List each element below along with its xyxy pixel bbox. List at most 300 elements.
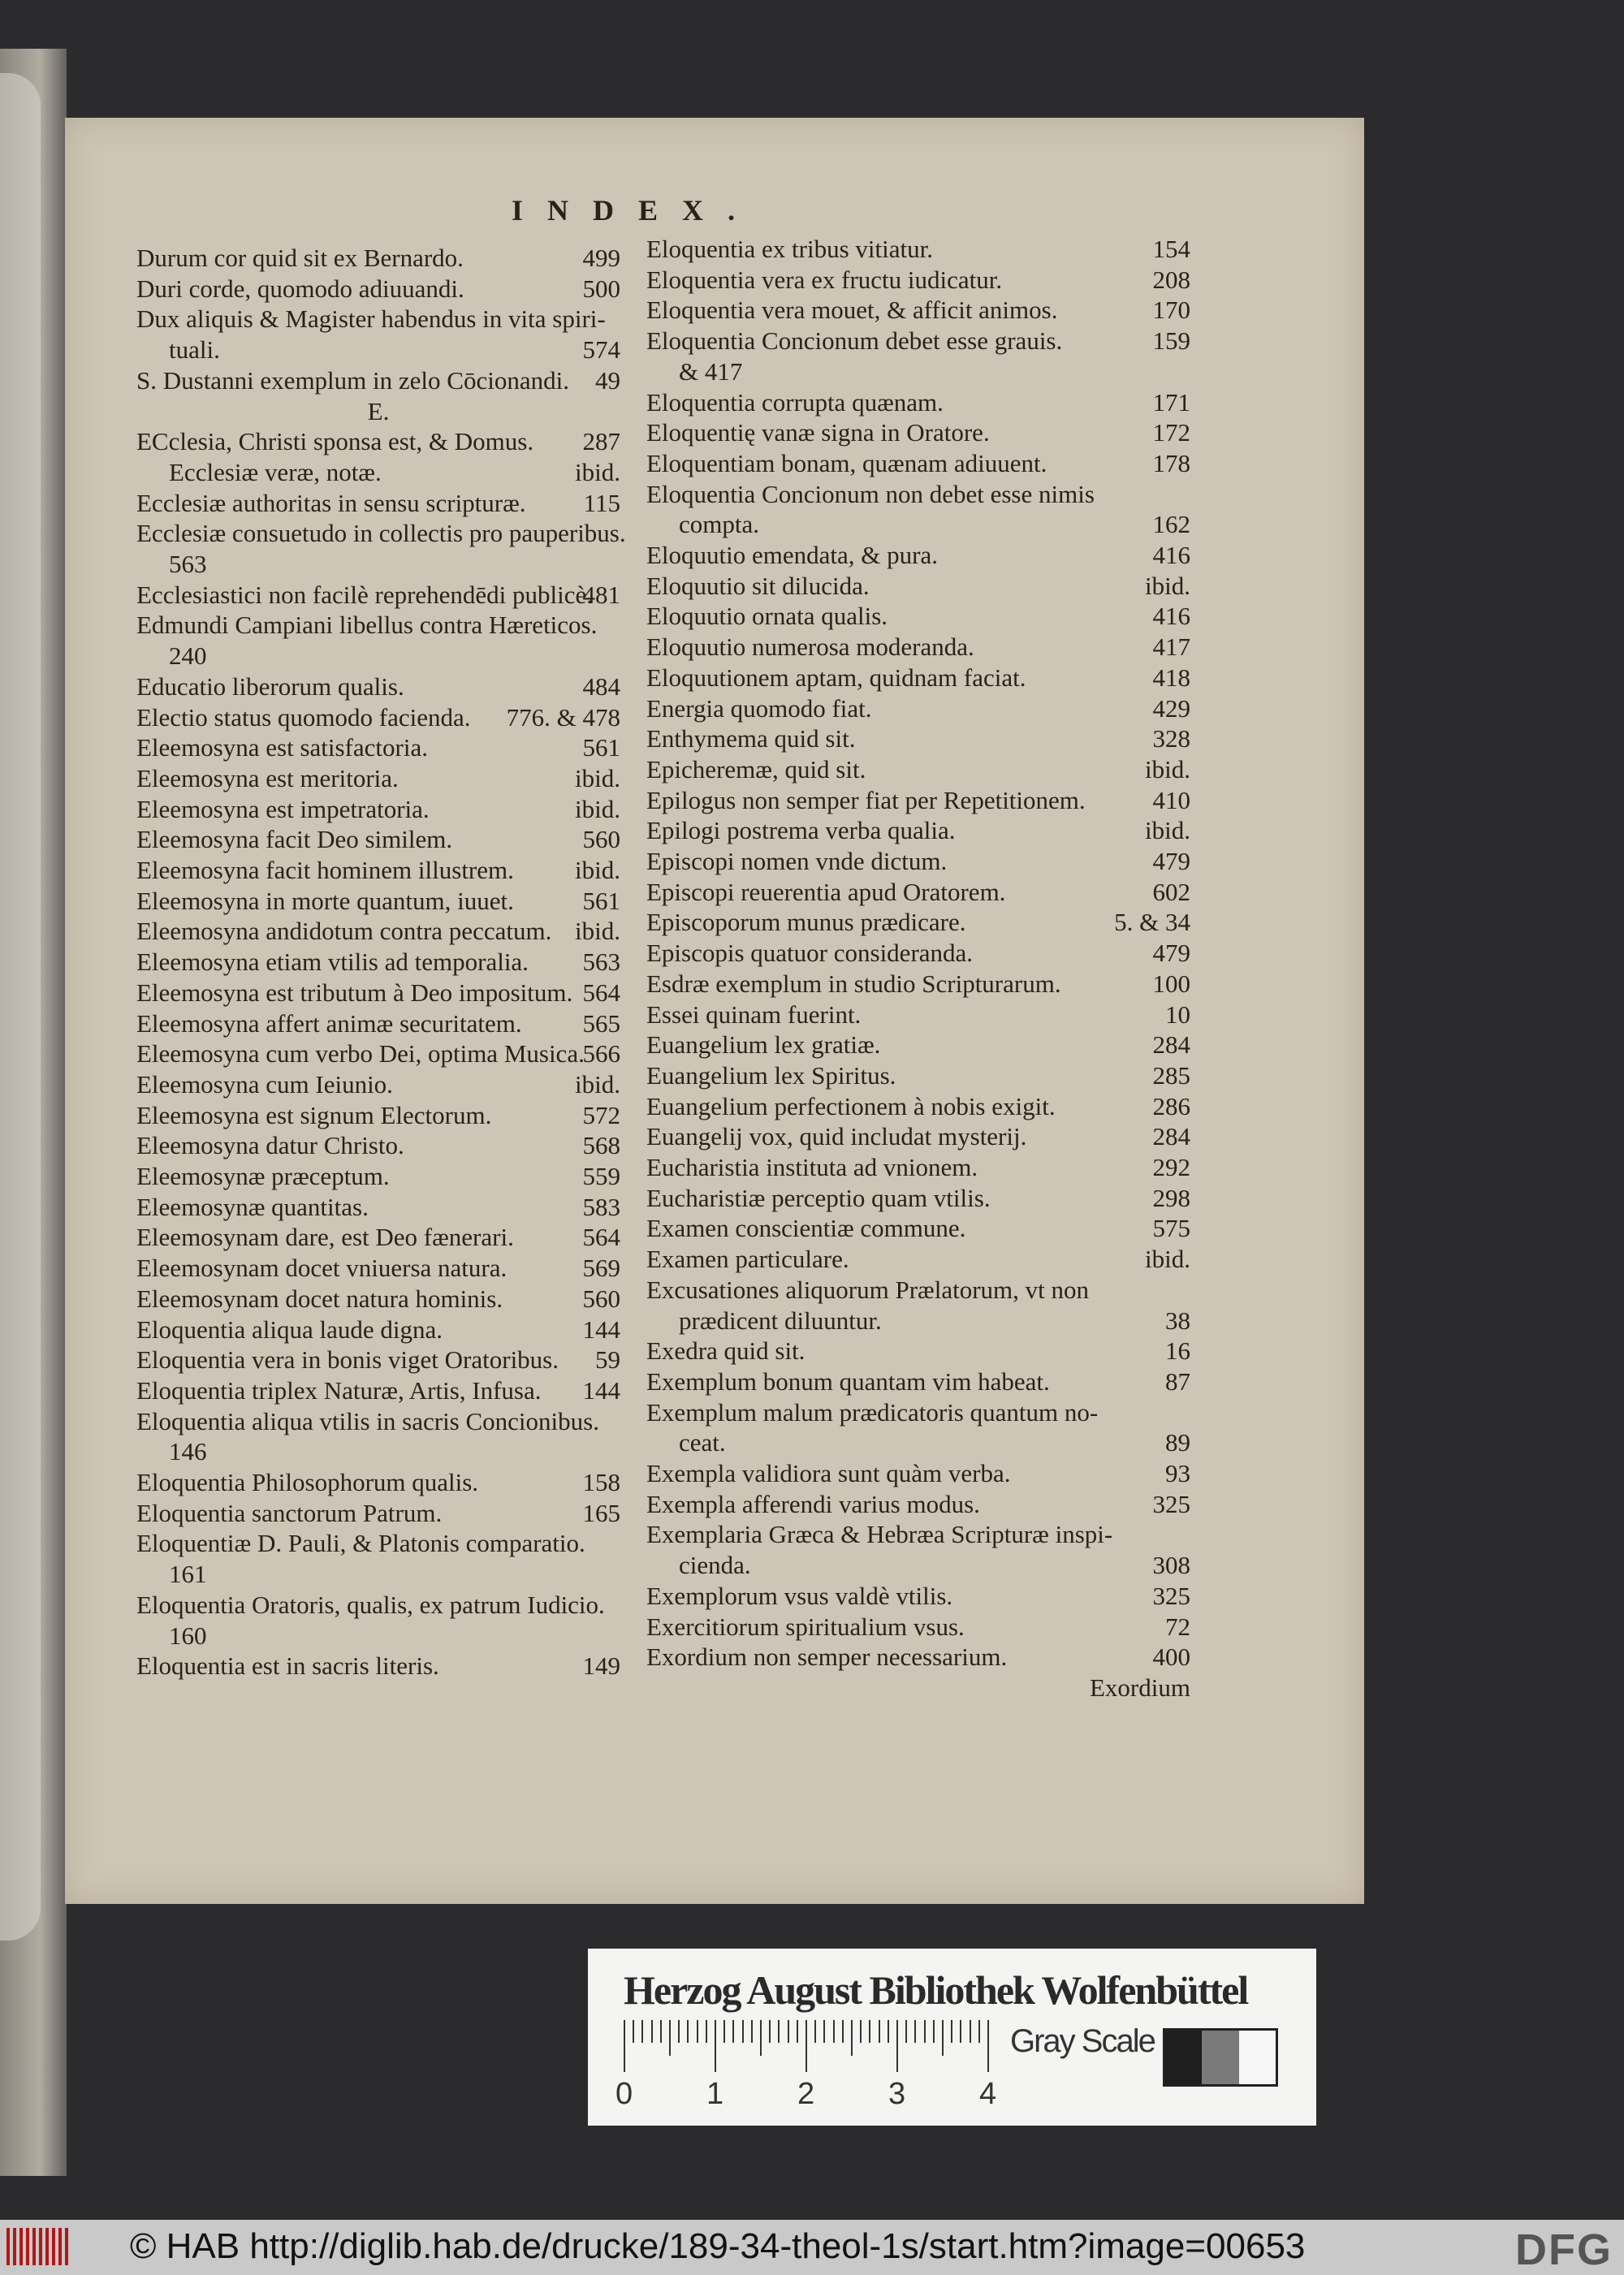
entry-page: 561 (582, 733, 620, 762)
index-entry (136, 274, 620, 304)
ruler-tick (879, 2020, 880, 2043)
entry-page: 429 (1152, 693, 1190, 723)
entry-text: compta. (679, 510, 759, 539)
ruler-tick (660, 2020, 662, 2043)
ruler-tick (851, 2020, 853, 2056)
entry-page: 559 (582, 1162, 620, 1190)
index-column-left (136, 243, 626, 1688)
entry-page: ibid. (575, 856, 620, 884)
index-entry (136, 1100, 620, 1131)
ruler-tick (778, 2020, 780, 2043)
index-entry (646, 540, 1190, 571)
entry-text: Eloquentia corrupta quænam. (646, 387, 944, 417)
entry-page: 417 (1152, 632, 1190, 662)
entry-page: 115 (583, 488, 620, 517)
entry-text: Eleemosyna cum verbo Dei, optima Musica. (136, 1039, 585, 1068)
ruler-tick (715, 2020, 716, 2072)
entry-page: 89 (1165, 1428, 1190, 1457)
dfg-logo: DFG (1515, 2225, 1613, 2274)
entry-text: Essei quinam fuerint. (646, 999, 862, 1029)
index-entry (136, 1406, 620, 1437)
entry-text: Eloquutio numerosa moderanda. (646, 632, 974, 662)
index-entry (136, 1559, 620, 1590)
entry-page: 568 (582, 1131, 620, 1160)
entry-text: Eloquutionem aptam, quidnam faciat. (646, 663, 1026, 692)
index-entry (646, 938, 1190, 969)
entry-text: Energia quomodo fiat. (646, 693, 872, 723)
entry-text: Eleemosynæ præceptum. (136, 1162, 390, 1190)
entry-text: Eloquentia vera in bonis viget Oratoribus. (136, 1345, 559, 1375)
index-entry (136, 1345, 620, 1375)
entry-page: 144 (582, 1314, 620, 1344)
index-entry (136, 549, 620, 580)
entry-page: 171 (1152, 387, 1190, 417)
entry-page: 574 (582, 335, 620, 365)
entry-page: 100 (1152, 969, 1190, 998)
entry-page: 10 (1165, 999, 1190, 1029)
entry-page: 144 (582, 1375, 620, 1405)
entry-page: 286 (1152, 1091, 1190, 1120)
entry-text: Exemplaria Græca & Hebræa Scripturæ inspi- (646, 1520, 1113, 1549)
entry-text: Eleemosyna andidotum contra peccatum. (136, 917, 552, 946)
ruler-tick (641, 2020, 643, 2043)
index-entry (136, 978, 620, 1008)
index-entry (646, 1642, 1190, 1673)
entry-text: 161 (169, 1560, 207, 1589)
ruler-tick (869, 2020, 870, 2043)
index-entry (646, 1152, 1190, 1183)
ruler-tick (951, 2020, 952, 2043)
entry-text: Eloquentia Oratoris, qualis, ex patrum Iudicio. (136, 1590, 605, 1619)
entry-page: ibid. (1145, 1245, 1190, 1274)
entry-page: 602 (1152, 877, 1190, 906)
entry-text: Eloquutio emendata, & pura. (646, 541, 938, 569)
index-entry (136, 1192, 620, 1223)
entry-text: Ecclesiastici non facilè reprehendēdi publicè. (136, 580, 594, 609)
ruler-tick (978, 2020, 980, 2043)
entry-page: 287 (582, 427, 620, 456)
entry-page: 561 (582, 886, 620, 915)
gray-scale-swatch (1163, 2028, 1278, 2087)
entry-text: Eloquentia Concionum non debet esse nimis (646, 479, 1095, 508)
entry-text: Enthymema quid sit. (646, 724, 856, 753)
source-url[interactable]: © HAB http://diglib.hab.de/drucke/189-34-theol-1s/start.htm?image=00653 (130, 2226, 1306, 2266)
index-entry (646, 1030, 1190, 1060)
entry-page: 479 (1152, 939, 1190, 968)
entry-page: 564 (582, 978, 620, 1007)
footer-bar (0, 2220, 1624, 2275)
index-entry (646, 1427, 1190, 1458)
index-entry (136, 1590, 620, 1621)
index-entry (646, 571, 1190, 602)
entry-text: Esdræ exemplum in studio Scripturarum. (646, 969, 1061, 998)
entry-page: 776. & 478 (506, 702, 620, 732)
entry-text: Eleemosyna datur Christo. (136, 1131, 404, 1160)
ruler-tick (833, 2020, 835, 2043)
index-entry (136, 886, 620, 917)
entry-page: 575 (1152, 1214, 1190, 1243)
entry-text: Eloquentię vanæ signa in Oratore. (646, 418, 990, 447)
index-entry (646, 509, 1190, 540)
entry-page: 178 (1152, 448, 1190, 477)
index-entry (646, 1366, 1190, 1397)
entry-text: Episcoporum munus prædicare. (646, 908, 966, 937)
entry-page: 162 (1152, 510, 1190, 539)
ruler-tick (942, 2020, 944, 2056)
entry-text: Eleemosyna etiam vtilis ad temporalia. (136, 948, 529, 977)
entry-text: Examen conscientiæ commune. (646, 1214, 966, 1243)
entry-text: Epicheremæ, quid sit. (646, 754, 866, 784)
entry-text: 160 (169, 1621, 207, 1650)
ruler-tick (797, 2020, 798, 2043)
ruler-number: 1 (706, 2077, 724, 2111)
ruler-tick (905, 2020, 907, 2043)
index-entry (646, 723, 1190, 754)
index-entry (646, 1306, 1190, 1336)
entry-page: 292 (1152, 1153, 1190, 1181)
index-entry (136, 243, 620, 274)
ruler-tick (814, 2020, 816, 2043)
entry-page: 284 (1152, 1122, 1190, 1151)
entry-text: Eloquentia aliqua vtilis in sacris Concionibus. (136, 1406, 599, 1435)
entry-text: Exedra quid sit. (646, 1336, 806, 1366)
entry-text: prædicent diluuntur. (679, 1306, 882, 1335)
entry-page: ibid. (575, 917, 620, 946)
index-entry (646, 417, 1190, 448)
entry-text: Eleemosyna est tributum à Deo impositum. (136, 978, 573, 1007)
ruler-tick (769, 2020, 771, 2043)
entry-page: 49 (595, 365, 620, 395)
entry-text: Eloquentia triplex Naturæ, Artis, Infusa. (136, 1375, 542, 1405)
index-entry (136, 1436, 620, 1467)
entry-text: S. Dustanni exemplum in zelo Cōcionandi. (136, 365, 569, 395)
ruler-tick (842, 2020, 844, 2043)
entry-text: Eleemosyna in morte quantum, iuuet. (136, 886, 514, 915)
entry-text: Eleemosyna est satisfactoria. (136, 733, 428, 762)
adjacent-page (0, 73, 41, 1940)
ruler-tick (760, 2020, 762, 2056)
index-entry (646, 999, 1190, 1030)
index-entry (646, 479, 1190, 510)
entry-page: 208 (1152, 265, 1190, 294)
entry-page: 5. & 34 (1114, 908, 1190, 937)
ruler-tick (697, 2020, 698, 2043)
entry-text: E. (367, 396, 390, 425)
entry-page: 298 (1152, 1183, 1190, 1212)
index-entry (136, 1651, 620, 1681)
entry-page: 158 (582, 1468, 620, 1496)
index-entry (646, 815, 1190, 846)
entry-page: 328 (1152, 724, 1190, 753)
entry-page: 500 (582, 274, 620, 303)
entry-text: Eleemosynam docet vniuersa natura. (136, 1254, 508, 1283)
index-entry (646, 448, 1190, 479)
entry-page: 59 (595, 1345, 620, 1375)
index-entry (136, 763, 620, 794)
ruler-tick (860, 2020, 862, 2043)
ruler-tick (732, 2020, 734, 2043)
entry-page: 38 (1165, 1306, 1190, 1335)
index-entry (646, 1336, 1190, 1366)
entry-page: 479 (1152, 847, 1190, 875)
entry-page: 400 (1152, 1643, 1190, 1672)
entry-text: Eloquentia aliqua laude digna. (136, 1314, 443, 1344)
entry-page: ibid. (575, 1069, 620, 1099)
entry-page: ibid. (1145, 816, 1190, 845)
ruler-tick (651, 2020, 653, 2043)
entry-text: Euangelium lex Spiritus. (646, 1060, 896, 1090)
index-entry (136, 518, 626, 549)
ruler-tick (687, 2020, 689, 2043)
entry-text: & 417 (679, 356, 743, 386)
ruler-tick (987, 2020, 989, 2072)
index-entry (136, 1528, 620, 1559)
ruler-tick (669, 2020, 671, 2056)
entry-text: Episcopi nomen vnde dictum. (646, 847, 948, 875)
entry-text: Examen particulare. (646, 1245, 849, 1274)
entry-page: 93 (1165, 1459, 1190, 1487)
ruler-tick (706, 2020, 707, 2043)
entry-page: 72 (1165, 1612, 1190, 1641)
entry-text: Eleemosynam dare, est Deo fænerari. (136, 1223, 514, 1252)
entry-text: Dux aliquis & Magister habendus in vita spiri- (136, 304, 606, 334)
entry-page: 172 (1152, 418, 1190, 447)
entry-text: Ecclesiæ consuetudo in collectis pro pauperibus. (136, 519, 626, 548)
index-entry (136, 426, 620, 457)
index-entry (136, 916, 620, 947)
index-entry (646, 907, 1190, 938)
entry-text: Exemplorum vsus valdè vtilis. (646, 1581, 953, 1610)
entry-page: 560 (582, 825, 620, 854)
entry-page: 566 (582, 1039, 620, 1068)
index-entry (136, 488, 620, 519)
index-entry (646, 356, 1190, 387)
index-entry (646, 1183, 1190, 1214)
index-entry (646, 387, 1190, 418)
index-entry (136, 335, 620, 365)
gray-swatch (1239, 2031, 1276, 2084)
ruler-tick (924, 2020, 926, 2043)
ruler-number: 0 (615, 2077, 633, 2111)
ruler-tick (933, 2020, 935, 2043)
index-entry (646, 326, 1190, 356)
entry-page: 165 (582, 1498, 620, 1527)
ruler-number: 2 (797, 2077, 815, 2111)
index-entry (136, 1222, 620, 1253)
entry-text: Euangelium perfectionem à nobis exigit. (646, 1091, 1056, 1120)
entry-text: Edmundi Campiani libellus contra Hæreticos. (136, 611, 598, 640)
index-entry (646, 1612, 1190, 1643)
entry-page: ibid. (1145, 571, 1190, 600)
entry-text: Eucharistiæ perceptio quam vtilis. (646, 1183, 991, 1212)
color-target-card (588, 1949, 1316, 2126)
index-entry (646, 1213, 1190, 1244)
entry-text: Duri corde, quomodo adiuuandi. (136, 274, 464, 303)
entry-text: Eleemosyna facit Deo similem. (136, 825, 453, 854)
entry-text: Eloquentia Philosophorum qualis. (136, 1468, 479, 1496)
entry-page: 308 (1152, 1551, 1190, 1580)
ruler-tick (914, 2020, 916, 2043)
entry-text: Exempla validiora sunt quàm verba. (646, 1459, 1011, 1487)
ruler-tick (751, 2020, 753, 2043)
index-entry (136, 1161, 620, 1192)
entry-text: ECclesia, Christi sponsa est, & Domus. (136, 427, 534, 456)
index-entry (136, 732, 620, 763)
index-entry (136, 1069, 620, 1100)
index-entry (136, 457, 620, 488)
index-entry (646, 265, 1190, 296)
entry-text: Eleemosyna est meritoria. (136, 763, 399, 792)
ruler-tick (960, 2020, 961, 2043)
entry-text: Electio status quomodo facienda. (136, 702, 471, 732)
entry-text: Eloquentia vera ex fructu iudicatur. (646, 265, 1003, 294)
ruler-tick (888, 2020, 889, 2043)
index-entry (136, 1375, 620, 1406)
index-entry (646, 1397, 1190, 1428)
entry-text: Eloquutio ornata qualis. (646, 602, 888, 631)
entry-text: Episcopis quatuor consideranda. (646, 939, 974, 968)
index-entry (646, 754, 1190, 785)
entry-page: 325 (1152, 1581, 1190, 1610)
entry-page: 481 (582, 580, 620, 609)
entry-text: Epilogi postrema verba qualia. (646, 816, 956, 845)
entry-page: 484 (582, 671, 620, 701)
entry-page: 16 (1165, 1336, 1190, 1366)
entry-text: Eloquentia ex tribus vitiatur. (646, 235, 933, 263)
ruler-number: 3 (888, 2077, 906, 2111)
entry-text: Euangelium lex gratiæ. (646, 1030, 881, 1060)
entry-text: 240 (169, 641, 207, 671)
ruler-tick (896, 2020, 898, 2072)
index-entry (136, 1314, 620, 1345)
entry-text: Eloquentiam bonam, quænam adiuuent. (646, 448, 1047, 477)
index-entry (136, 855, 620, 886)
ruler-tick (806, 2020, 807, 2072)
index-entry (646, 1091, 1190, 1122)
entry-text: Episcopi reuerentia apud Oratorem. (646, 877, 1006, 906)
entry-text: Eleemosyna est impetratoria. (136, 794, 430, 823)
entry-page: ibid. (575, 763, 620, 792)
entry-page: 572 (582, 1100, 620, 1129)
index-entry (646, 1275, 1190, 1306)
entry-page: 560 (582, 1284, 620, 1313)
entry-text: Exemplum bonum quantam vim habeat. (646, 1366, 1050, 1396)
entry-text: Eleemosyna cum Ieiunio. (136, 1069, 393, 1099)
ruler-tick (788, 2020, 789, 2043)
entry-page: 285 (1152, 1060, 1190, 1090)
index-entry (646, 846, 1190, 877)
entry-text: Exempla afferendi varius modus. (646, 1489, 980, 1518)
entry-page: 170 (1152, 296, 1190, 325)
entry-page: ibid. (575, 794, 620, 823)
entry-page: 564 (582, 1223, 620, 1252)
entry-page: 565 (582, 1008, 620, 1038)
index-entry (646, 663, 1190, 693)
entry-page: 418 (1152, 663, 1190, 692)
library-name: Herzog August Bibliothek Wolfenbüttel (624, 1967, 1248, 2013)
index-entry (136, 947, 620, 978)
entry-text: Eloquentia Concionum debet esse grauis. (646, 326, 1063, 356)
entry-text: Ecclesiæ authoritas in sensu scripturæ. (136, 488, 526, 517)
ruler-tick (823, 2020, 825, 2043)
entry-text: tuali. (169, 335, 220, 365)
entry-text: 146 (169, 1437, 207, 1466)
entry-page: 87 (1165, 1366, 1190, 1396)
index-entry (136, 702, 620, 733)
entry-page: 154 (1152, 235, 1190, 263)
index-entry (646, 1458, 1190, 1489)
entry-page: 410 (1152, 785, 1190, 814)
entry-text: Eleemosyna est signum Electorum. (136, 1100, 492, 1129)
entry-text: Exercitiorum spiritualium vsus. (646, 1612, 965, 1641)
entry-page: 569 (582, 1254, 620, 1283)
index-entry (136, 1284, 620, 1314)
entry-text: Eloquentia est in sacris literis. (136, 1651, 439, 1681)
index-entry (136, 304, 620, 335)
ruler-number: 4 (979, 2077, 997, 2111)
index-entry (136, 671, 620, 702)
index-entry (136, 610, 620, 641)
index-entry (136, 794, 620, 825)
entry-text: Durum cor quid sit ex Bernardo. (136, 244, 464, 272)
index-entry (136, 824, 620, 855)
index-entry (136, 641, 620, 671)
ruler-tick (970, 2020, 971, 2043)
entry-text: Exemplum malum prædicatoris quantum no- (646, 1397, 1099, 1427)
index-entry (646, 601, 1190, 632)
entry-page: 325 (1152, 1489, 1190, 1518)
index-entry (646, 1581, 1190, 1612)
entry-text: Eloquentiæ D. Pauli, & Platonis comparatio. (136, 1529, 585, 1558)
gray-scale-label: Gray Scale (1010, 2023, 1155, 2059)
entry-text: Ecclesiæ veræ, notæ. (169, 457, 382, 486)
entry-text: 563 (169, 550, 207, 578)
entry-text: Eleemosyna facit hominem illustrem. (136, 856, 514, 884)
entry-page: 416 (1152, 602, 1190, 631)
entry-text: Eloquutio sit dilucida. (646, 571, 870, 600)
entry-page: 563 (582, 948, 620, 977)
index-entry (136, 1621, 620, 1651)
index-entry (646, 877, 1190, 908)
ruler-tick (678, 2020, 680, 2043)
index-entry (136, 1467, 620, 1498)
barcode-icon (6, 2228, 68, 2265)
entry-text: Eloquentia sanctorum Patrum. (136, 1498, 443, 1527)
index-entry (136, 1130, 620, 1161)
gray-swatch (1165, 2031, 1202, 2084)
index-entry (136, 1253, 620, 1284)
entry-page: 499 (582, 244, 620, 272)
ruler-tick (723, 2020, 725, 2043)
index-entry (646, 1244, 1190, 1275)
entry-page: ibid. (1145, 754, 1190, 784)
entry-text: Exordium non semper necessarium. (646, 1643, 1008, 1672)
index-entry (136, 1498, 620, 1529)
index-entry (646, 969, 1190, 999)
running-head: INDEX. (512, 194, 760, 227)
index-entry (646, 295, 1190, 326)
index-entry (646, 632, 1190, 663)
entry-page: Exordium (1090, 1673, 1190, 1702)
entry-text: Eleemosynam docet natura hominis. (136, 1284, 503, 1313)
entry-page: 149 (582, 1651, 620, 1681)
index-entry (646, 234, 1190, 265)
entry-text: Epilogus non semper fiat per Repetitionem. (646, 785, 1086, 814)
index-entry (136, 1038, 620, 1069)
index-entry (136, 1008, 620, 1039)
index-entry (646, 693, 1190, 724)
index-entry (646, 1519, 1190, 1550)
